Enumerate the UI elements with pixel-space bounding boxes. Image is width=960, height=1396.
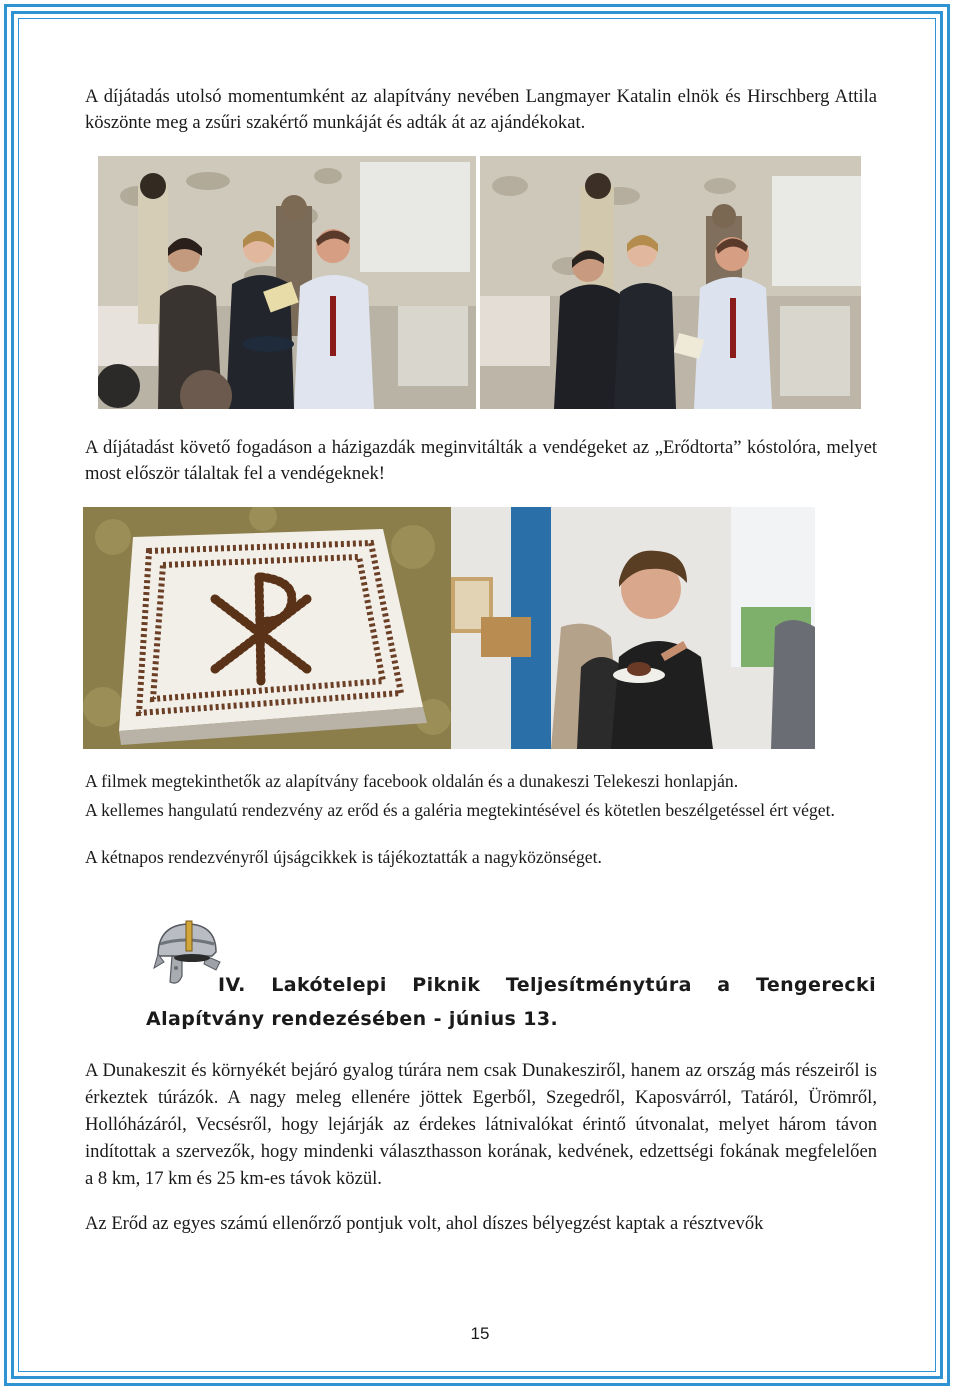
fortress-cake-photo [83, 507, 451, 749]
paragraph-hike-participants: A Dunakeszit és környékét bejáró gyalog túrára nem csak Dunakesziről, hanem az ország más részeiről is érkeztek túrázók. A nagy meleg ellenére jöttek Egerből, Szegedről, Kaposvárról, Tatáról, Ürömről, Hollóházáról, Vecsésről, hogy lejárják az érdekes látnivalókat érintő útvonalat, melyet három távon indítottak a szervezők, hogy mindenki választhasson korának, kedvének, edzettségi fokának megfelelően a 8 km, 17 km és 25 km-es távok közül. [85, 1060, 877, 1189]
paragraph-reception: A díjátadást követő fogadáson a házigazdák meginvitálták a vendégeket az „Erődtorta” kóstolóra, melyet most először tálaltak fel a vendégeknek! [85, 437, 877, 484]
section-heading-line-1: IV. Lakótelepi Piknik Teljesítménytúra a Tengerecki [218, 974, 876, 996]
section-heading-line-2: Alapítvány rendezésében - június 13. [146, 1008, 559, 1030]
award-ceremony-photo-2 [480, 156, 861, 409]
boy-eating-cake-photo [451, 507, 815, 749]
roman-helmet-icon [150, 918, 222, 988]
paragraph-award-closing: A díjátadás utolsó momentumként az alapítvány nevében Langmayer Katalin elnök és Hirschberg Attila köszönte meg a zsűri szakértő munkáját és adták át az ajándékokat. [85, 86, 877, 133]
award-ceremony-photo-1 [98, 156, 476, 409]
paragraph-news-coverage: A kétnapos rendezvényről újságcikkek is tájékoztatták a nagyközönséget. [85, 847, 602, 867]
page-number: 15 [470, 1324, 490, 1343]
paragraph-checkpoint: Az Erőd az egyes számú ellenőrző pontjuk volt, ahol díszes bélyegzést kaptak a résztvevők [85, 1213, 764, 1234]
paragraph-event-end: A kellemes hangulatú rendezvény az erőd és a galéria megtekintésével és kötetlen beszélgetéssel ért véget. [85, 800, 835, 820]
paragraph-films: A filmek megtekinthetők az alapítvány facebook oldalán és a dunakeszi Telekeszi honlapján. [85, 771, 739, 791]
